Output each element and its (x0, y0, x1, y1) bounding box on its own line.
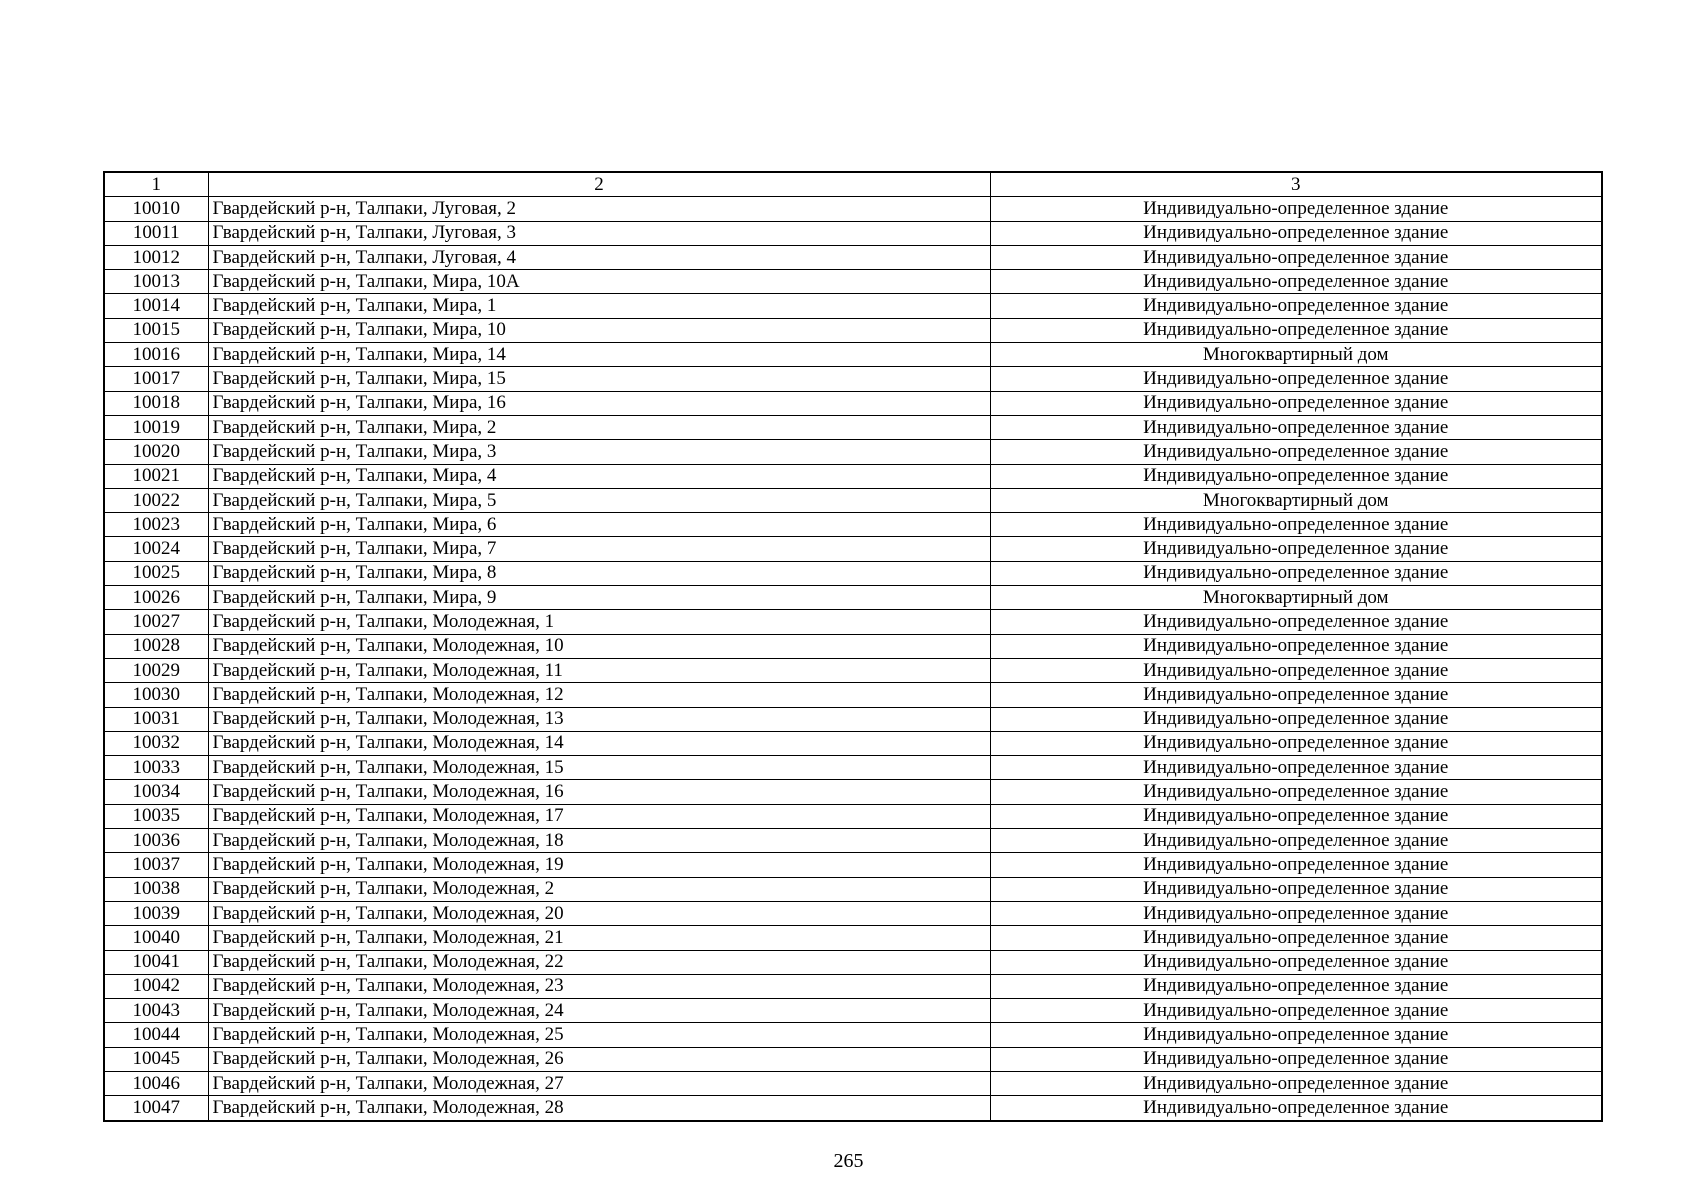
row-number-cell: 10010 (104, 197, 208, 221)
page-number: 265 (833, 1150, 864, 1172)
building-type-cell: Индивидуально-определенное здание (990, 634, 1602, 658)
building-type-cell: Многоквартирный дом (990, 343, 1602, 367)
row-number-cell: 10014 (104, 294, 208, 318)
building-type-cell: Индивидуально-определенное здание (990, 950, 1602, 974)
table-row (104, 197, 1602, 221)
row-number-cell: 10043 (104, 999, 208, 1023)
table-row (104, 464, 1602, 488)
building-type-cell: Индивидуально-определенное здание (990, 294, 1602, 318)
building-type-cell: Индивидуально-определенное здание (990, 318, 1602, 342)
table-row (104, 270, 1602, 294)
building-type-cell: Индивидуально-определенное здание (990, 415, 1602, 439)
row-number-cell: 10015 (104, 318, 208, 342)
row-number-cell: 10028 (104, 634, 208, 658)
row-number-cell: 10029 (104, 658, 208, 682)
table-row (104, 343, 1602, 367)
row-number-cell: 10027 (104, 610, 208, 634)
table-row (104, 901, 1602, 925)
table-row (104, 829, 1602, 853)
row-number-cell: 10035 (104, 804, 208, 828)
address-cell: Гвардейский р-н, Талпаки, Молодежная, 21 (208, 926, 990, 950)
table-row (104, 610, 1602, 634)
address-cell: Гвардейский р-н, Талпаки, Молодежная, 27 (208, 1071, 990, 1095)
row-number-cell: 10030 (104, 683, 208, 707)
address-cell: Гвардейский р-н, Талпаки, Молодежная, 1 (208, 610, 990, 634)
address-cell: Гвардейский р-н, Талпаки, Молодежная, 20 (208, 901, 990, 925)
table-row (104, 391, 1602, 415)
address-cell: Гвардейский р-н, Талпаки, Мира, 8 (208, 561, 990, 585)
building-type-cell: Индивидуально-определенное здание (990, 561, 1602, 585)
building-type-cell: Индивидуально-определенное здание (990, 1023, 1602, 1047)
address-cell: Гвардейский р-н, Талпаки, Молодежная, 18 (208, 829, 990, 853)
table-row (104, 634, 1602, 658)
row-number-cell: 10022 (104, 488, 208, 512)
building-type-cell: Индивидуально-определенное здание (990, 197, 1602, 221)
table-row (104, 707, 1602, 731)
header-row (104, 172, 1602, 197)
address-cell: Гвардейский р-н, Талпаки, Молодежная, 23 (208, 974, 990, 998)
building-type-cell: Индивидуально-определенное здание (990, 999, 1602, 1023)
building-type-cell: Индивидуально-определенное здание (990, 707, 1602, 731)
row-number-cell: 10044 (104, 1023, 208, 1047)
address-cell: Гвардейский р-н, Талпаки, Молодежная, 26 (208, 1047, 990, 1071)
table-row (104, 877, 1602, 901)
building-type-cell: Индивидуально-определенное здание (990, 829, 1602, 853)
table-row (104, 367, 1602, 391)
address-cell: Гвардейский р-н, Талпаки, Мира, 5 (208, 488, 990, 512)
row-number-cell: 10019 (104, 415, 208, 439)
address-cell: Гвардейский р-н, Талпаки, Луговая, 4 (208, 245, 990, 269)
building-type-cell: Индивидуально-определенное здание (990, 853, 1602, 877)
building-type-cell: Индивидуально-определенное здание (990, 1096, 1602, 1121)
row-number-cell: 10036 (104, 829, 208, 853)
building-type-cell: Индивидуально-определенное здание (990, 731, 1602, 755)
row-number-cell: 10032 (104, 731, 208, 755)
column-header-1: 1 (104, 172, 208, 197)
address-cell: Гвардейский р-н, Талпаки, Мира, 15 (208, 367, 990, 391)
address-cell: Гвардейский р-н, Талпаки, Мира, 14 (208, 343, 990, 367)
table-row (104, 415, 1602, 439)
row-number-cell: 10025 (104, 561, 208, 585)
address-cell: Гвардейский р-н, Талпаки, Мира, 1 (208, 294, 990, 318)
address-cell: Гвардейский р-н, Талпаки, Мира, 3 (208, 440, 990, 464)
column-header-3: 3 (990, 172, 1602, 197)
table-row (104, 926, 1602, 950)
building-type-cell: Индивидуально-определенное здание (990, 877, 1602, 901)
building-type-cell: Индивидуально-определенное здание (990, 245, 1602, 269)
table-row (104, 780, 1602, 804)
table-row (104, 756, 1602, 780)
address-cell: Гвардейский р-н, Талпаки, Молодежная, 19 (208, 853, 990, 877)
table-row (104, 1071, 1602, 1095)
table-row (104, 488, 1602, 512)
row-number-cell: 10039 (104, 901, 208, 925)
building-type-cell: Индивидуально-определенное здание (990, 1071, 1602, 1095)
building-type-cell: Индивидуально-определенное здание (990, 658, 1602, 682)
address-cell: Гвардейский р-н, Талпаки, Молодежная, 17 (208, 804, 990, 828)
table-row (104, 221, 1602, 245)
building-type-cell: Индивидуально-определенное здание (990, 926, 1602, 950)
building-type-cell: Индивидуально-определенное здание (990, 464, 1602, 488)
address-cell: Гвардейский р-н, Талпаки, Мира, 7 (208, 537, 990, 561)
column-header-2: 2 (208, 172, 990, 197)
buildings-table (103, 171, 1603, 1122)
row-number-cell: 10018 (104, 391, 208, 415)
building-type-cell: Индивидуально-определенное здание (990, 756, 1602, 780)
row-number-cell: 10037 (104, 853, 208, 877)
row-number-cell: 10040 (104, 926, 208, 950)
table-row (104, 658, 1602, 682)
address-cell: Гвардейский р-н, Талпаки, Мира, 2 (208, 415, 990, 439)
table-row (104, 294, 1602, 318)
address-cell: Гвардейский р-н, Талпаки, Молодежная, 14 (208, 731, 990, 755)
row-number-cell: 10024 (104, 537, 208, 561)
address-cell: Гвардейский р-н, Талпаки, Молодежная, 16 (208, 780, 990, 804)
building-type-cell: Индивидуально-определенное здание (990, 537, 1602, 561)
address-cell: Гвардейский р-н, Талпаки, Молодежная, 12 (208, 683, 990, 707)
address-cell: Гвардейский р-н, Талпаки, Молодежная, 25 (208, 1023, 990, 1047)
address-cell: Гвардейский р-н, Талпаки, Молодежная, 28 (208, 1096, 990, 1121)
address-cell: Гвардейский р-н, Талпаки, Мира, 16 (208, 391, 990, 415)
row-number-cell: 10045 (104, 1047, 208, 1071)
table-row (104, 440, 1602, 464)
address-cell: Гвардейский р-н, Талпаки, Молодежная, 2 (208, 877, 990, 901)
address-cell: Гвардейский р-н, Талпаки, Молодежная, 22 (208, 950, 990, 974)
building-type-cell: Многоквартирный дом (990, 586, 1602, 610)
row-number-cell: 10026 (104, 586, 208, 610)
table-body (104, 197, 1602, 1121)
address-cell: Гвардейский р-н, Талпаки, Молодежная, 10 (208, 634, 990, 658)
table-row (104, 318, 1602, 342)
table-row (104, 974, 1602, 998)
row-number-cell: 10023 (104, 513, 208, 537)
row-number-cell: 10038 (104, 877, 208, 901)
address-cell: Гвардейский р-н, Талпаки, Мира, 9 (208, 586, 990, 610)
address-cell: Гвардейский р-н, Талпаки, Молодежная, 15 (208, 756, 990, 780)
table-header (104, 172, 1602, 197)
building-type-cell: Индивидуально-определенное здание (990, 513, 1602, 537)
building-type-cell: Индивидуально-определенное здание (990, 221, 1602, 245)
row-number-cell: 10041 (104, 950, 208, 974)
row-number-cell: 10012 (104, 245, 208, 269)
building-type-cell: Индивидуально-определенное здание (990, 1047, 1602, 1071)
table-row (104, 804, 1602, 828)
address-cell: Гвардейский р-н, Талпаки, Мира, 10 (208, 318, 990, 342)
address-cell: Гвардейский р-н, Талпаки, Мира, 4 (208, 464, 990, 488)
table-row (104, 1096, 1602, 1121)
row-number-cell: 10017 (104, 367, 208, 391)
row-number-cell: 10013 (104, 270, 208, 294)
building-type-cell: Индивидуально-определенное здание (990, 270, 1602, 294)
table-row (104, 999, 1602, 1023)
row-number-cell: 10011 (104, 221, 208, 245)
row-number-cell: 10031 (104, 707, 208, 731)
address-cell: Гвардейский р-н, Талпаки, Луговая, 2 (208, 197, 990, 221)
table-row (104, 1023, 1602, 1047)
table-row (104, 245, 1602, 269)
address-cell: Гвардейский р-н, Талпаки, Мира, 6 (208, 513, 990, 537)
table-row (104, 537, 1602, 561)
building-type-cell: Индивидуально-определенное здание (990, 683, 1602, 707)
address-cell: Гвардейский р-н, Талпаки, Молодежная, 13 (208, 707, 990, 731)
building-type-cell: Многоквартирный дом (990, 488, 1602, 512)
table-row (104, 1047, 1602, 1071)
row-number-cell: 10047 (104, 1096, 208, 1121)
address-cell: Гвардейский р-н, Талпаки, Молодежная, 11 (208, 658, 990, 682)
building-type-cell: Индивидуально-определенное здание (990, 974, 1602, 998)
row-number-cell: 10020 (104, 440, 208, 464)
row-number-cell: 10034 (104, 780, 208, 804)
building-type-cell: Индивидуально-определенное здание (990, 901, 1602, 925)
address-cell: Гвардейский р-н, Талпаки, Луговая, 3 (208, 221, 990, 245)
table-row (104, 683, 1602, 707)
building-type-cell: Индивидуально-определенное здание (990, 391, 1602, 415)
building-type-cell: Индивидуально-определенное здание (990, 780, 1602, 804)
table-row (104, 561, 1602, 585)
table-row (104, 731, 1602, 755)
row-number-cell: 10046 (104, 1071, 208, 1095)
row-number-cell: 10042 (104, 974, 208, 998)
building-type-cell: Индивидуально-определенное здание (990, 440, 1602, 464)
row-number-cell: 10016 (104, 343, 208, 367)
table-row (104, 586, 1602, 610)
row-number-cell: 10033 (104, 756, 208, 780)
table-row (104, 853, 1602, 877)
table-row (104, 513, 1602, 537)
building-type-cell: Индивидуально-определенное здание (990, 367, 1602, 391)
building-type-cell: Индивидуально-определенное здание (990, 610, 1602, 634)
address-cell: Гвардейский р-н, Талпаки, Молодежная, 24 (208, 999, 990, 1023)
address-cell: Гвардейский р-н, Талпаки, Мира, 10А (208, 270, 990, 294)
row-number-cell: 10021 (104, 464, 208, 488)
table-row (104, 950, 1602, 974)
building-type-cell: Индивидуально-определенное здание (990, 804, 1602, 828)
